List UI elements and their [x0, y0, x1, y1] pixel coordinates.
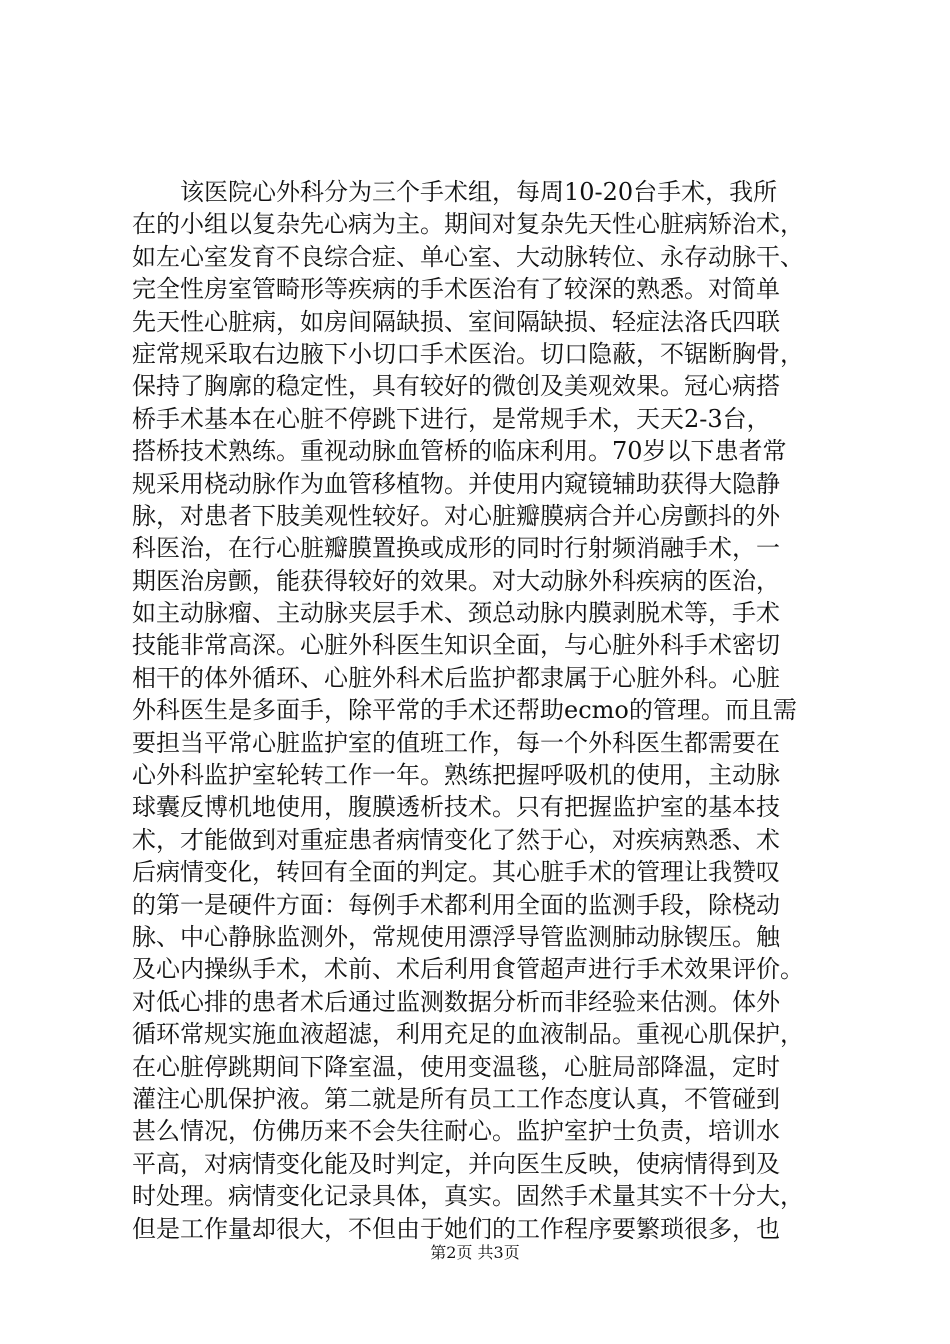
page-footer: 第2页 共3页 [430, 1243, 520, 1262]
text-line: 球囊反博机地使用，腹膜透析技术。只有把握监护室的基本技 [132, 793, 780, 822]
text-line: 平高，对病情变化能及时判定，并向医生反映，使病情得到及 [132, 1149, 780, 1178]
text-line: 先天性心脏病，如房间隔缺损、室间隔缺损、轻症法洛氏四联 [132, 307, 780, 336]
text-line: 时处理。病情变化记录具体，真实。固然手术量其实不十分大， [132, 1182, 804, 1211]
text-line: 的第一是硬件方面：每例手术都利用全面的监测手段，除桡动 [132, 890, 780, 919]
text-line: 科医治，在行心脏瓣膜置换或成形的同时行射频消融手术，一 [132, 534, 780, 563]
text-line: 术，才能做到对重症患者病情变化了然于心，对疾病熟悉、术 [132, 825, 780, 854]
text-line: 循环常规实施血液超滤，利用充足的血液制品。重视心肌保护， [132, 1020, 804, 1049]
text-line: 如左心室发育不良综合症、单心室、大动脉转位、永存动脉干、 [132, 242, 804, 271]
text-line: 保持了胸廓的稳定性，具有较好的微创及美观效果。冠心病搭 [132, 372, 780, 401]
text-line: 灌注心肌保护液。第二就是所有员工工作态度认真，不管碰到 [132, 1084, 780, 1113]
body-paragraph [132, 176, 832, 1245]
text-line: 后病情变化，转回有全面的判定。其心脏手术的管理让我赞叹 [132, 858, 780, 887]
text-line: 如主动脉瘤、主动脉夹层手术、颈总动脉内膜剥脱术等，手术 [132, 599, 780, 628]
text-line: 心外科监护室轮转工作一年。熟练把握呼吸机的使用，主动脉 [132, 761, 780, 790]
text-line: 技能非常高深。心脏外科医生知识全面，与心脏外科手术密切 [132, 631, 780, 660]
text-line: 脉，对患者下肢美观性较好。对心脏瓣膜病合并心房颤抖的外 [132, 501, 780, 530]
text-line: 症常规采取右边腋下小切口手术医治。切口隐蔽，不锯断胸骨， [132, 339, 804, 368]
text-line: 规采用桡动脉作为血管移植物。并使用内窥镜辅助获得大隐静 [132, 469, 780, 498]
text-line: 相干的体外循环、心脏外科术后监护都隶属于心脏外科。心脏 [132, 663, 780, 692]
text-line: 但是工作量却很大，不但由于她们的工作程序要繁琐很多，也 [132, 1214, 780, 1243]
text-line: 要担当平常心脏监护室的值班工作，每一个外科医生都需要在 [132, 728, 780, 757]
text-line: 在心脏停跳期间下降室温，使用变温毯，心脏局部降温，定时 [132, 1052, 780, 1081]
text-line: 脉、中心静脉监测外，常规使用漂浮导管监测肺动脉锲压。触 [132, 922, 780, 951]
text-line: 外科医生是多面手，除平常的手术还帮助ecmo的管理。而且需 [132, 696, 797, 725]
text-line: 在的小组以复杂先心病为主。期间对复杂先天性心脏病矫治术， [132, 210, 804, 239]
text-line: 完全性房室管畸形等疾病的手术医治有了较深的熟悉。对简单 [132, 275, 780, 304]
text-line: 搭桥技术熟练。重视动脉血管桥的临床利用。70岁以下患者常 [132, 437, 787, 466]
text-line: 期医治房颤，能获得较好的效果。对大动脉外科疾病的医治， [132, 566, 780, 595]
text-line: 对低心排的患者术后通过监测数据分析而非经验来估测。体外 [132, 987, 780, 1016]
text-line: 桥手术基本在心脏不停跳下进行，是常规手术，天天2-3台， [132, 404, 771, 433]
text-line: 该医院心外科分为三个手术组，每周10-20台手术，我所 [132, 178, 778, 206]
text-line: 及心内操纵手术，术前、术后利用食管超声进行手术效果评价。 [132, 955, 804, 984]
text-line: 甚么情况，仿佛历来不会失往耐心。监护室护士负责，培训水 [132, 1117, 780, 1146]
